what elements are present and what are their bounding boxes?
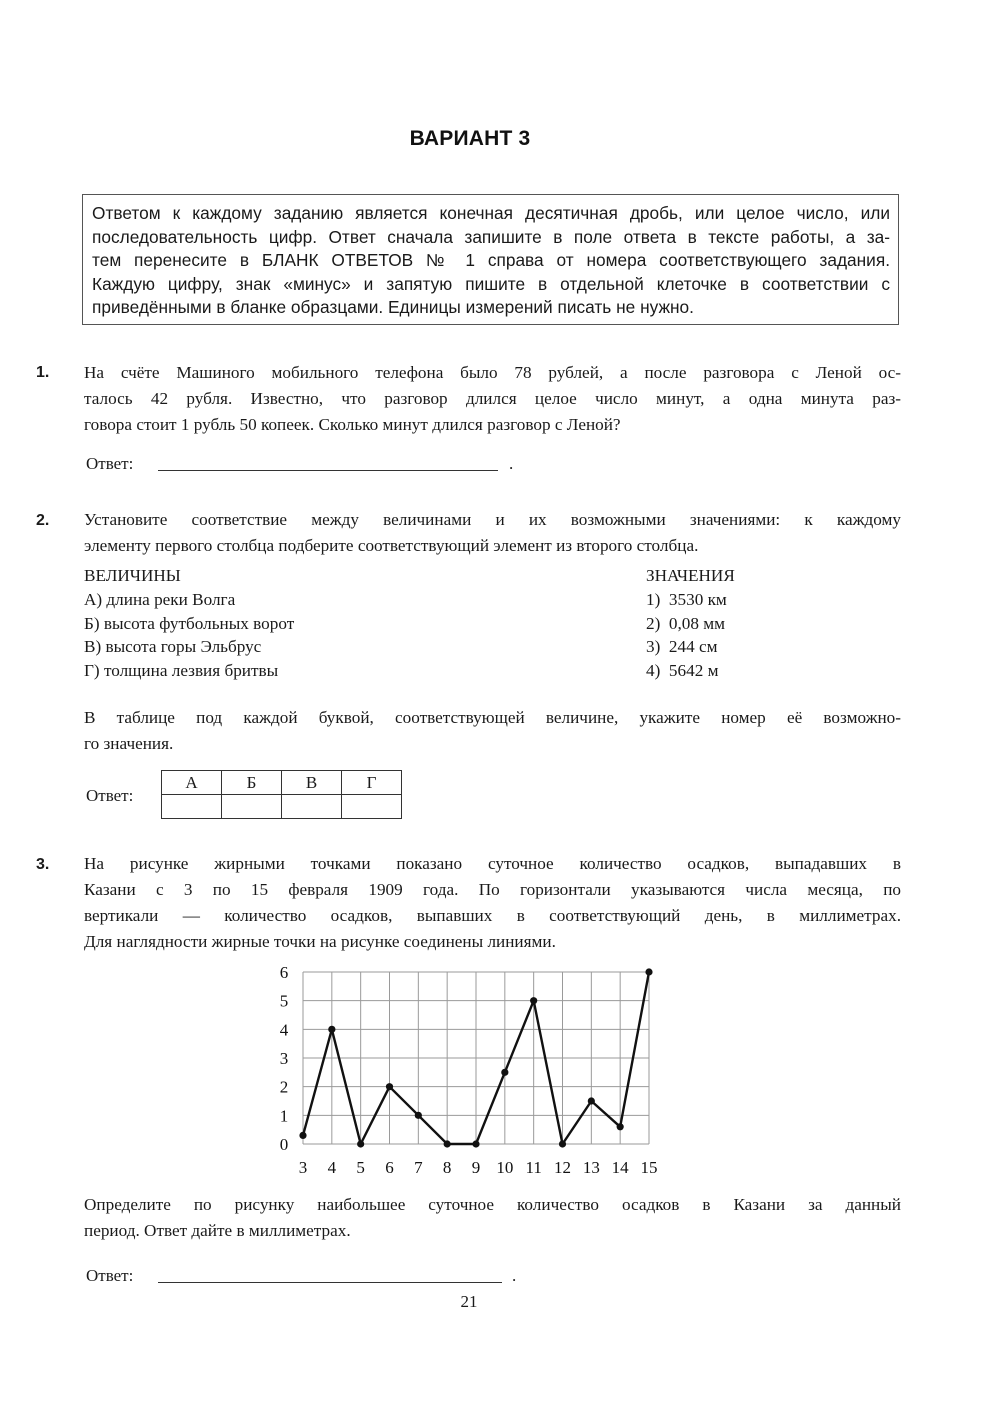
task-2-number: 2. xyxy=(36,512,50,529)
x-tick-label: 5 xyxy=(356,1158,365,1177)
quantity-item: Б) высота футбольных ворот xyxy=(84,614,295,633)
instructions-line: приведёнными в бланке образцами. Единицы измерений писать не нужно. xyxy=(92,297,694,318)
page-title: ВАРИАНТ 3 xyxy=(409,127,531,150)
task-3-answer-period: . xyxy=(512,1266,517,1285)
y-tick-label: 1 xyxy=(279,1106,289,1126)
answer-cell-a[interactable] xyxy=(162,795,222,819)
value-item: 4) 5642 м xyxy=(646,661,719,680)
data-point-marker xyxy=(386,1083,393,1090)
task-1-line: говора стоит 1 рубль 50 копеек. Сколько минут длился разговор с Леной? xyxy=(84,415,621,434)
task-3-line: вертикали — количество осадков, выпавших в соответствующий день, в миллиметрах. xyxy=(84,906,901,925)
page-number: 21 xyxy=(460,1292,478,1311)
x-tick-label: 7 xyxy=(414,1158,423,1177)
task-3-answer-field[interactable] xyxy=(158,1282,502,1283)
task-1-number: 1. xyxy=(36,364,50,381)
y-tick-label: 5 xyxy=(279,991,289,1011)
x-tick-label: 15 xyxy=(640,1158,658,1177)
data-point-marker xyxy=(328,1026,335,1033)
value-item: 2) 0,08 мм xyxy=(646,614,726,633)
task-2-line: элементу первого столбца подберите соответствующий элемент из второго столбца. xyxy=(84,536,699,555)
x-tick-label: 10 xyxy=(496,1158,514,1177)
task-3-question-line: период. Ответ дайте в миллиметрах. xyxy=(84,1221,351,1240)
x-tick-label: 14 xyxy=(611,1158,629,1177)
x-tick-label: 3 xyxy=(298,1158,308,1177)
data-point-marker xyxy=(530,997,537,1004)
x-tick-label: 4 xyxy=(327,1158,337,1177)
task-3-question xyxy=(84,1192,901,1244)
value-item: 1) 3530 км xyxy=(646,590,727,609)
quantity-item: Г) толщина лезвия бритвы xyxy=(84,661,279,680)
task-1-line: На счёте Машиного мобильного телефона было 78 рублей, а после разговора с Леной ос- xyxy=(84,363,901,382)
answer-cell-b[interactable] xyxy=(222,795,282,819)
data-point-marker xyxy=(415,1112,422,1119)
task-3-question-line: Определите по рисунку наибольшее суточное количество осадков в Казани за данный xyxy=(84,1195,901,1214)
data-point-marker xyxy=(501,1069,508,1076)
answer-cell-g[interactable] xyxy=(342,795,402,819)
task-3-number: 3. xyxy=(36,856,50,873)
value-item: 3) 244 см xyxy=(646,637,718,656)
instructions-box xyxy=(82,194,899,325)
task-2-table-instruction xyxy=(84,705,901,757)
task-1-answer-period: . xyxy=(509,454,514,473)
y-tick-label: 0 xyxy=(279,1135,289,1154)
precipitation-chart xyxy=(268,958,678,1187)
task-1-text xyxy=(84,360,901,438)
task-1-answer-field[interactable] xyxy=(158,470,498,471)
data-point-marker xyxy=(472,1140,479,1147)
x-tick-label: 8 xyxy=(442,1158,452,1177)
data-point-marker xyxy=(357,1140,364,1147)
instructions-line: последовательность цифр. Ответ сначала запишите в поле ответа в тексте работы, а за- xyxy=(92,226,890,247)
answer-table-header-a: А xyxy=(162,771,222,795)
quantities-heading: ВЕЛИЧИНЫ xyxy=(84,566,181,585)
y-tick-label: 3 xyxy=(279,1049,289,1068)
x-tick-label: 11 xyxy=(525,1158,542,1177)
y-tick-label: 2 xyxy=(279,1077,289,1097)
answer-cell-v[interactable] xyxy=(282,795,342,819)
task-1-answer-label: Ответ: xyxy=(86,454,134,473)
x-tick-label: 6 xyxy=(385,1158,394,1177)
quantity-item: В) высота горы Эльбрус xyxy=(84,637,262,656)
x-tick-label: 12 xyxy=(554,1158,571,1177)
data-point-marker xyxy=(559,1140,566,1147)
data-point-marker xyxy=(588,1097,595,1104)
task-2-table-line: го значения. xyxy=(84,734,174,753)
task-2-table-line: В таблице под каждой буквой, соответствующей величине, укажите номер её возможно- xyxy=(84,708,901,727)
instructions-line: Ответом к каждому заданию является конечная десятичная дробь, или целое число, или xyxy=(92,203,890,223)
x-tick-label: 9 xyxy=(471,1158,481,1177)
task-2-answer-table xyxy=(161,770,402,819)
instructions-line: тем перенесите в БЛАНК ОТВЕТОВ № 1 справа от номера соответствующего задания. xyxy=(92,250,890,271)
precipitation-line-chart xyxy=(268,958,678,1183)
task-3-answer-label: Ответ: xyxy=(86,1266,134,1285)
answer-table-header-b: Б xyxy=(222,771,282,795)
instructions-line: Каждую цифру, знак «минус» и запятую пишите в отдельной клеточке в соответствии с xyxy=(92,273,890,294)
answer-table-header-v: В xyxy=(282,771,342,795)
x-tick-label: 13 xyxy=(582,1158,600,1177)
task-2-text xyxy=(84,507,901,559)
data-point-marker xyxy=(299,1132,306,1139)
data-point-marker xyxy=(617,1123,624,1130)
answer-table-header-g: Г xyxy=(342,771,402,795)
quantity-item: А) длина реки Волга xyxy=(84,590,236,609)
values-heading: ЗНАЧЕНИЯ xyxy=(646,566,735,585)
data-point-marker xyxy=(444,1140,451,1147)
answer-table-input-row xyxy=(162,795,402,819)
task-3-line: Казани с 3 по 15 февраля 1909 года. По горизонтали указываются числа месяца, по xyxy=(84,880,901,899)
task-2-line: Установите соответствие между величинами и их возможными значениями: к каждому xyxy=(84,510,901,529)
task-2-answer-label: Ответ: xyxy=(86,786,134,805)
task-3-text xyxy=(84,851,901,955)
task-3-line: Для наглядности жирные точки на рисунке соединены линиями. xyxy=(84,932,556,951)
data-point-marker xyxy=(645,968,652,975)
task-1-line: талось 42 рубля. Известно, что разговор длился целое число минут, а одна минута раз- xyxy=(84,389,901,408)
answer-table-header-row xyxy=(162,771,402,795)
task-3-line: На рисунке жирными точками показано суточное количество осадков, выпадавших в xyxy=(84,854,901,873)
y-tick-label: 4 xyxy=(279,1020,289,1040)
y-tick-label: 6 xyxy=(279,963,289,982)
